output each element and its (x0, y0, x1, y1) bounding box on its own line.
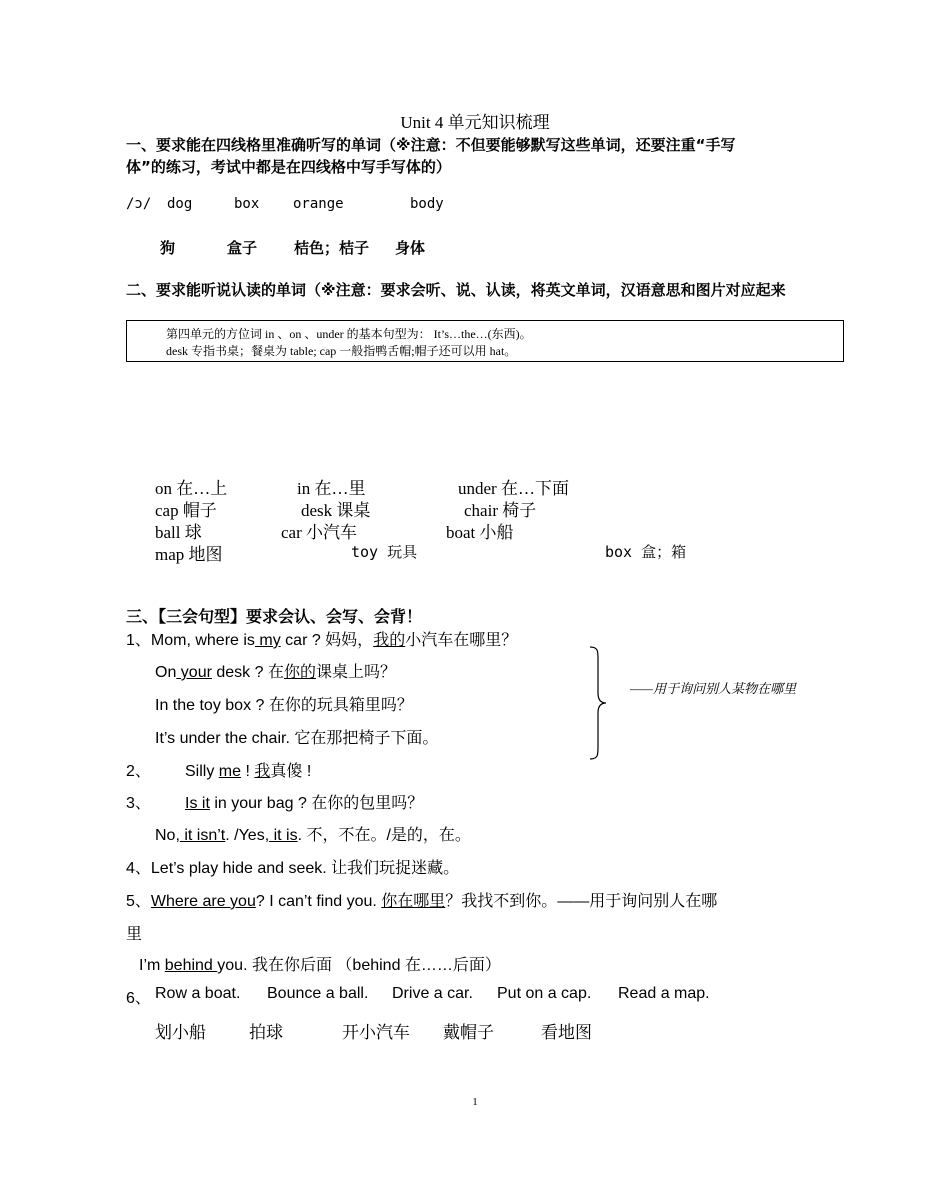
meaning-bounce-ball: 拍球 (249, 1023, 283, 1042)
sentence-1b: On your desk ? 在你的课桌上吗？ (155, 664, 396, 681)
phrase-drive-car: Drive a car. (392, 985, 473, 1002)
meaning-read-map: 看地图 (541, 1023, 592, 1042)
sentence-3-text: Is it in your bag ? 在你的包里吗？ (185, 795, 424, 812)
note-line-1: 第四单元的方位词 in 、on 、under 的基本句型为： It’s…the…(东西)。 (166, 327, 532, 341)
vocab-car: car 小汽车 (281, 523, 358, 542)
sentence-1: 1、Mom, where is my car ? 妈妈，我的小汽车在哪里？ (126, 632, 518, 649)
meaning-drive-car: 开小汽车 (342, 1023, 410, 1042)
side-note: ——用于询问别人某物在哪里 (630, 681, 797, 696)
vocab-desk: desk 课桌 (301, 501, 371, 520)
meaning-orange: 桔色；桔子 (294, 239, 370, 257)
sentence-3b: No, it isn’t. /Yes, it is. 不，不在。/是的，在。 (155, 827, 471, 844)
section1-heading-line1: 一、要求能在四线格里准确听写的单词（※注意：不但要能够默写这些单词，还要注重“手写 (126, 136, 736, 154)
vocab-box: box 盒；箱 (605, 543, 687, 561)
phrase-read-map: Read a map. (618, 985, 710, 1002)
word-dog: dog (167, 196, 193, 212)
phrase-put-on-cap: Put on a cap. (497, 985, 592, 1002)
sentence-1d: It’s under the chair. 它在那把椅子下面。 (155, 730, 439, 747)
vocab-under: under 在…下面 (458, 479, 569, 498)
vocab-toy: toy 玩具 (351, 543, 418, 561)
meaning-box: 盒子 (227, 239, 258, 257)
phrase-row-boat: Row a boat. (155, 985, 241, 1002)
sentence-6-num: 6、 (126, 990, 151, 1007)
vocab-ball: ball 球 (155, 523, 202, 542)
sentence-5b: I’m behind you. 我在你后面 （behind 在……后面） (139, 957, 501, 974)
word-box: box (234, 196, 260, 212)
vocab-in: in 在…里 (297, 479, 366, 498)
sentence-5: 5、Where are you? I can’t find you. 你在哪里？我找不到你。——用于询问别人在哪 (126, 893, 718, 910)
sentence-1c: In the toy box ? 在你的玩具箱里吗？ (155, 697, 413, 714)
phrase-bounce-ball: Bounce a ball. (267, 985, 369, 1002)
note-box (126, 320, 844, 362)
word-body: body (410, 196, 444, 212)
vocab-boat: boat 小船 (446, 523, 514, 542)
vocab-chair: chair 椅子 (464, 501, 537, 520)
word-orange: orange (293, 196, 344, 212)
sentence-3: 3、 (126, 795, 151, 812)
section3-heading: 三、【三会句型】要求会认、会写、会背！ (126, 607, 423, 626)
meaning-put-on-cap: 戴帽子 (443, 1023, 494, 1042)
page-number: 1 (472, 1096, 478, 1108)
vocab-on: on 在…上 (155, 479, 228, 498)
phonetic-symbol: /ɔ/ (126, 196, 152, 212)
sentence-2-text: Silly me ! 我真傻 ! (185, 763, 312, 780)
sentence-4: 4、Let’s play hide and seek. 让我们玩捉迷藏。 (126, 860, 460, 877)
meaning-row-boat: 划小船 (155, 1023, 206, 1042)
section2-heading: 二、要求能听说认读的单词（※注意：要求会听、说、认读，将英文单词，汉语意思和图片对应起来 (126, 281, 786, 299)
sentence-5-cont: 里 (126, 926, 143, 943)
curly-brace (588, 645, 608, 761)
page-title: Unit 4 单元知识梳理 (400, 113, 550, 132)
note-line-2: desk 专指书桌；餐桌为 table; cap 一般指鸭舌帽;帽子还可以用 hat。 (166, 344, 517, 358)
sentence-2: 2、 (126, 763, 151, 780)
section1-heading-line2: 体”的练习，考试中都是在四线格中写手写体的） (126, 158, 451, 176)
vocab-map: map 地图 (155, 545, 223, 564)
vocab-cap: cap 帽子 (155, 501, 217, 520)
meaning-dog: 狗 (160, 239, 176, 257)
meaning-body: 身体 (395, 239, 426, 257)
